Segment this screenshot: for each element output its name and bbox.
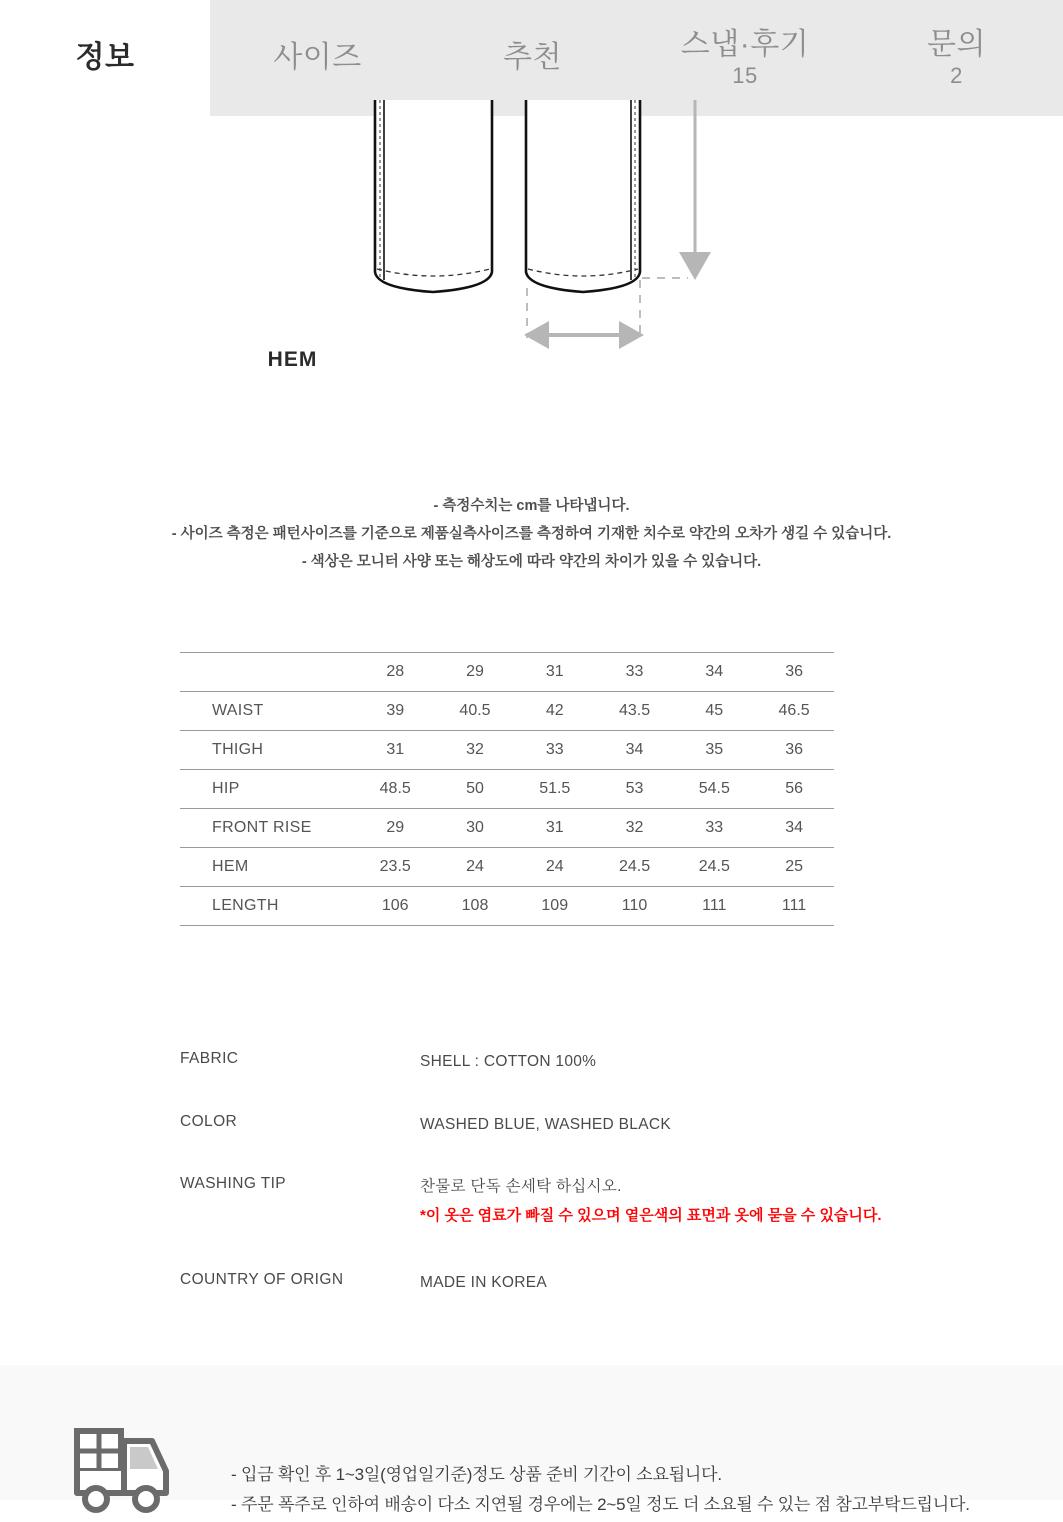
detail-value-country-of-origin: MADE IN KOREA (420, 1274, 548, 1291)
cell-thigh-1: 32 (435, 731, 515, 770)
length-arrow (679, 100, 711, 280)
table-row (180, 692, 834, 731)
tab-size[interactable] (210, 0, 425, 116)
row-label-hip: HIP (180, 770, 355, 809)
cell-waist-0: 39 (355, 692, 435, 731)
tab-snap-review-label: 스냅·후기 (680, 27, 810, 61)
size-col-1: 29 (435, 653, 515, 692)
cell-hip-3: 53 (595, 770, 675, 809)
cell-front-rise-3: 32 (595, 809, 675, 848)
measurement-notes (0, 492, 1063, 576)
row-label-length: LENGTH (180, 887, 355, 926)
tab-recommend-label: 추천 (503, 40, 562, 74)
tab-snap-review-count: 15 (732, 63, 758, 89)
detail-value-washing-tip (420, 1175, 940, 1228)
cell-front-rise-5: 34 (754, 809, 834, 848)
cell-waist-3: 43.5 (595, 692, 675, 731)
note-line-2: - 사이즈 측정은 패턴사이즈를 기준으로 제품실측사이즈를 측정하여 기재한 치수로 약간의 오차가 생길 수 있습니다. (171, 526, 892, 542)
cell-hem-4: 24.5 (674, 848, 754, 887)
detail-row-washing-tip (180, 1175, 940, 1228)
detail-label-fabric: FABRIC (180, 1050, 239, 1067)
table-row (180, 809, 834, 848)
washing-tip-text: 찬물로 단독 손세탁 하십시오. (420, 1178, 622, 1195)
tab-recommend[interactable] (425, 0, 640, 116)
tab-info-label: 정보 (75, 40, 135, 74)
detail-label-country-of-origin: COUNTRY OF ORIGN (180, 1271, 344, 1288)
cell-hem-1: 24 (435, 848, 515, 887)
detail-row-fabric (180, 1050, 940, 1074)
detail-label-washing-tip: WASHING TIP (180, 1175, 287, 1192)
shipping-notice-text (231, 1460, 1061, 1520)
cell-front-rise-0: 29 (355, 809, 435, 848)
cell-front-rise-4: 33 (674, 809, 754, 848)
cell-hip-5: 56 (754, 770, 834, 809)
detail-value-fabric: SHELL : COTTON 100% (420, 1053, 597, 1070)
cell-length-5: 111 (754, 887, 834, 926)
detail-label-color: COLOR (180, 1113, 238, 1130)
row-label-hem: HEM (180, 848, 355, 887)
row-label-front-rise: FRONT RISE (180, 809, 355, 848)
product-tab-bar (0, 0, 1063, 116)
cell-hip-0: 48.5 (355, 770, 435, 809)
table-header-row (180, 653, 834, 692)
cell-hem-2: 24 (515, 848, 595, 887)
washing-tip-warning: *이 옷은 염료가 빠질 수 있으며 옅은색의 표면과 옷에 묻을 수 있습니다. (420, 1207, 882, 1224)
size-col-5: 36 (754, 653, 834, 692)
row-label-waist: WAIST (180, 692, 355, 731)
cell-length-1: 108 (435, 887, 515, 926)
hem-arrow (524, 321, 644, 349)
tab-inquiry-label: 문의 (927, 27, 986, 61)
detail-row-country-of-origin (180, 1271, 940, 1295)
size-col-4: 34 (674, 653, 754, 692)
cell-hip-1: 50 (435, 770, 515, 809)
cell-waist-5: 46.5 (754, 692, 834, 731)
cell-hip-2: 51.5 (515, 770, 595, 809)
cell-hip-4: 54.5 (674, 770, 754, 809)
left-leg-outline (375, 100, 492, 292)
cell-thigh-0: 31 (355, 731, 435, 770)
cell-waist-1: 40.5 (435, 692, 515, 731)
hem-measurement-diagram (0, 100, 1063, 410)
note-line-3: - 색상은 모니터 사양 또는 해상도에 따라 약간의 차이가 있을 수 있습니다. (301, 554, 762, 570)
cell-thigh-4: 35 (674, 731, 754, 770)
cell-waist-2: 42 (515, 692, 595, 731)
cell-waist-4: 45 (674, 692, 754, 731)
cell-thigh-3: 34 (595, 731, 675, 770)
cell-front-rise-1: 30 (435, 809, 515, 848)
table-corner-cell (180, 653, 355, 692)
tab-size-label: 사이즈 (273, 40, 362, 74)
cell-hem-0: 23.5 (355, 848, 435, 887)
cell-length-0: 106 (355, 887, 435, 926)
table-row (180, 770, 834, 809)
size-col-0: 28 (355, 653, 435, 692)
table-row (180, 848, 834, 887)
size-col-2: 31 (515, 653, 595, 692)
detail-row-color (180, 1113, 940, 1137)
size-chart (180, 652, 834, 926)
cell-thigh-5: 36 (754, 731, 834, 770)
cell-thigh-2: 33 (515, 731, 595, 770)
tab-snap-review[interactable] (640, 0, 850, 116)
row-label-thigh: THIGH (180, 731, 355, 770)
cell-hem-5: 25 (754, 848, 834, 887)
size-col-3: 33 (595, 653, 675, 692)
cell-hem-3: 24.5 (595, 848, 675, 887)
cell-front-rise-2: 31 (515, 809, 595, 848)
right-leg-outline (526, 100, 640, 292)
size-table (180, 652, 834, 926)
tab-inquiry[interactable] (850, 0, 1063, 116)
cell-length-3: 110 (595, 887, 675, 926)
tab-info[interactable] (0, 0, 210, 116)
detail-value-color: WASHED BLUE, WASHED BLACK (420, 1116, 671, 1133)
delivery-truck-icon (72, 1427, 192, 1517)
note-line-1: - 측정수치는 cm를 나타냅니다. (433, 498, 630, 514)
shipping-line-1: - 입금 확인 후 1~3일(영업일기준)정도 상품 준비 기간이 소요됩니다. (231, 1465, 722, 1484)
hem-label: HEM (267, 348, 318, 371)
tab-inquiry-count: 2 (950, 63, 963, 89)
cell-length-2: 109 (515, 887, 595, 926)
shipping-line-2: - 주문 폭주로 인하여 배송이 다소 지연될 경우에는 2~5일 정도 더 소요될 수 있는 점 참고부탁드립니다. (231, 1495, 970, 1514)
table-row (180, 887, 834, 926)
cell-length-4: 111 (674, 887, 754, 926)
table-row (180, 731, 834, 770)
